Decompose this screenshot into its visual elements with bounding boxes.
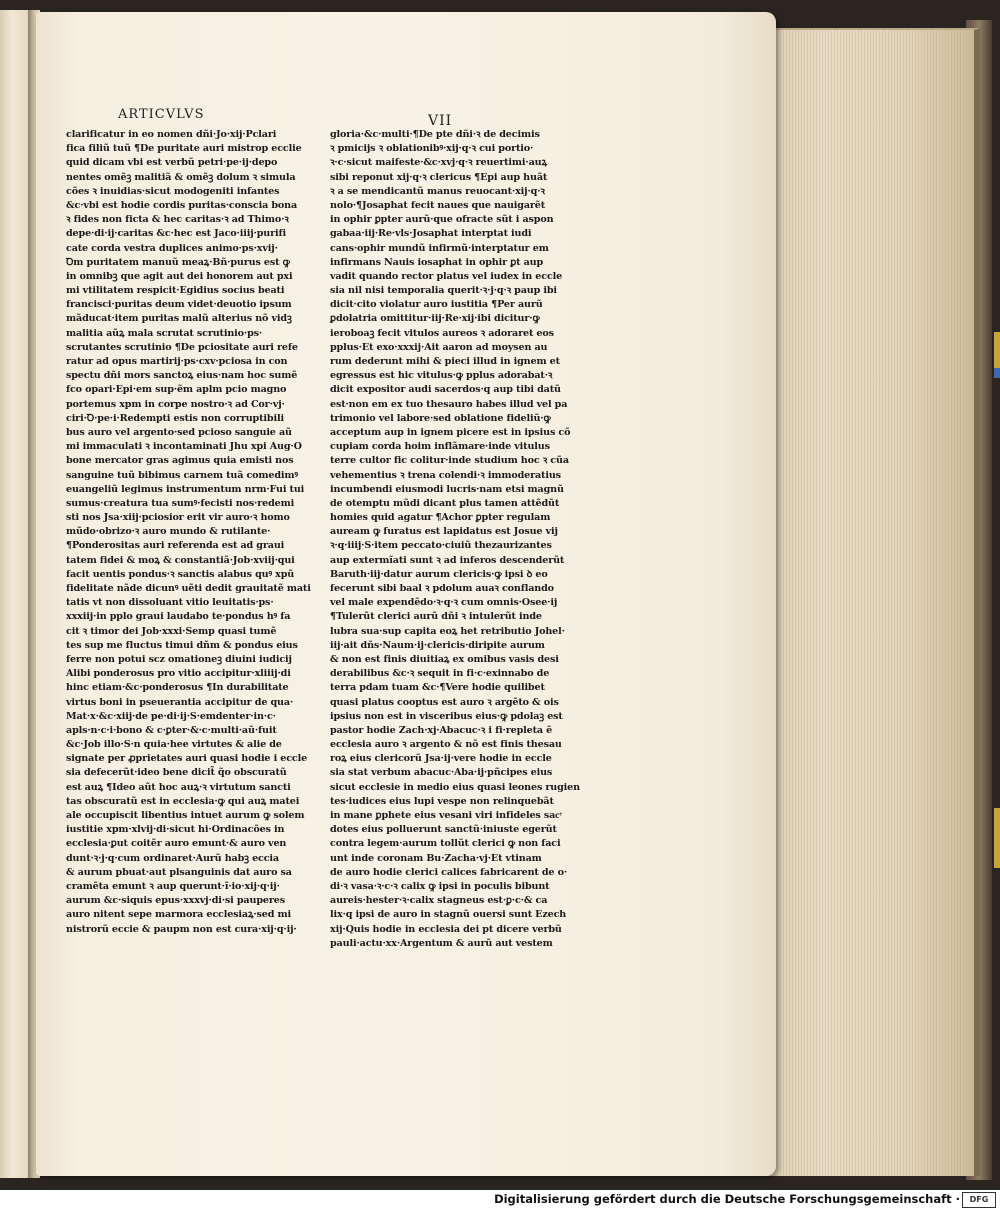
text-line: ꝛ pmicijs ꝛ oblationibꝰ·xij·q·ꝛ cui portio· xyxy=(330,143,534,155)
text-line: rum dederunt mihi & pieci illud in ignem et xyxy=(330,356,560,367)
text-line: ipsius non est in visceribus eius·ꝙ pdolaꝫ est xyxy=(330,710,563,722)
text-line: trimonio vel labore·sed oblatione fideliũ·ꝙ xyxy=(330,412,551,424)
text-line: ¶Tulerũt clerici aurũ dñi ꝛ intulerũt inde xyxy=(330,611,542,623)
text-line: ferre non potui scz omationeꝫ diuini iudicij xyxy=(66,653,292,665)
dfg-logo: DFG xyxy=(962,1192,996,1208)
text-column-left xyxy=(66,128,311,937)
text-line: ꝛ fides non ficta & hec caritas·ꝛ ad Thimo·ꝛ xyxy=(66,214,289,226)
text-line: infirmans Nauis iosaphat in ophir ꝑt aup xyxy=(330,256,544,268)
text-line: malitia aũꝝ mala scrutat scrutinio·ps· xyxy=(66,327,263,339)
text-line: & non est finis diuitiaꝝ ex omibus vasis desi xyxy=(330,653,559,665)
text-line: pastor hodie Zach·xj·Abacuc·ꝛ i fi·repleta ẽ xyxy=(330,724,553,736)
text-line: est·non em ex tuo thesauro habes illud vel pa xyxy=(330,398,568,410)
text-line: mũdo·obrizo·ꝛ auro mundo & rutilante· xyxy=(66,526,271,538)
text-line: auro nitent sepe marmora ecclesiaꝝ·sed mi xyxy=(66,909,292,921)
text-line: sumus·creatura tua sumꝰ·fecisti nos·redemi xyxy=(66,497,295,509)
text-line: cões ꝛ inuidias·sicut modogeniti infantes xyxy=(66,185,280,197)
text-line: de auro hodie clerici calices fabricarent de o· xyxy=(330,866,568,878)
text-line: acceptum aup in ignem picere est in ipsius cõ xyxy=(330,426,571,438)
color-calibration-tab-lower xyxy=(994,808,1000,868)
text-line: xij·Quis hodie in ecclesia dei pt dicere verbũ xyxy=(330,923,562,935)
text-line: derabilibus &c·ꝛ sequit in fi·c·exinnabo de xyxy=(330,668,550,680)
text-line: lix·q ipsi de auro in stagnũ ouersi sunt Ezech xyxy=(330,909,567,921)
text-line: tatis vt non dissoluant vitio leuitatis·ps· xyxy=(66,597,274,609)
text-line: nolo·¶Josaphat fecit naues que nauigarẽt xyxy=(330,199,546,211)
text-line: in ophir ꝑpter aurũ·que ofracte sũt i aspon xyxy=(330,214,554,226)
text-line: quasi platus cooptus est auro ꝛ argẽto & ois xyxy=(330,696,559,708)
text-line: quid dicam vbi est verbũ petri·pe·ij·depo xyxy=(66,157,278,169)
text-line: fecerunt sibi baal ꝛ pdolum auaꝛ conflando xyxy=(330,583,554,594)
text-line: in omnibꝫ que agit aut dei honorem aut pxi xyxy=(66,270,293,282)
text-line: terre cultor fic colitur·inde studium hoc ꝛ cũa xyxy=(330,455,569,467)
text-line: terra pdam tuam &c·¶Vere hodie quilibet xyxy=(330,682,545,694)
text-line: ecclesia·ꝑut coitẽr auro emunt·& auro ven xyxy=(66,838,287,850)
text-line: &c·Job illo·S·n quia·hee virtutes & alie de xyxy=(66,739,282,751)
text-line: vehementius ꝛ trena colendi·ꝛ immoderatius xyxy=(330,469,561,481)
text-line: fidelitate nãde dicunꝰ uẽti dedit grauitatẽ mati xyxy=(66,583,311,594)
text-line: Baruth·iij·datur aurum clericis·ꝙ ipsi ꝺ eo xyxy=(330,568,548,580)
text-line: bone mercator gras agimus quia emisti nos xyxy=(66,455,294,467)
left-page-edge xyxy=(0,10,31,1178)
text-line: sia nil nisi temporalia querit·ꝛ·j·q·ꝛ paup ibi xyxy=(330,285,557,297)
text-line: depe·di·ij·caritas &c·hec est Jaco·iiij·purifi xyxy=(66,228,286,240)
running-head: ARTICVLVS xyxy=(118,107,205,122)
text-line: bus auro vel argento·sed pcioso sanguie aũ xyxy=(66,426,292,438)
text-line: de otemptu mũdi dicant plus tamen attẽdũt xyxy=(330,497,560,509)
text-line: ꝑdolatria omittitur·iij·Re·xij·ibi dicitur·ꝙ xyxy=(330,313,540,325)
text-line: &c·vbi est hodie cordis puritas·conscia bona xyxy=(66,199,298,211)
text-line: gloria·&c·multi·¶De pte dñi·ꝛ de decimis xyxy=(330,129,540,140)
text-line: facit uentis pondus·ꝛ sanctis alabus quꝰ xpũ xyxy=(66,568,295,580)
text-line: aurum &c·siquis epus·xxxvj·di·si pauperes xyxy=(66,895,285,907)
color-calibration-tab-blue xyxy=(994,368,1000,378)
text-line: iustitie xpm·xlvij·di·sicut hi·Ordinacões in xyxy=(66,824,285,836)
text-line: nistrorũ eccie & paupm non est cura·xij·q·ij· xyxy=(66,923,297,935)
text-line: sanguine tuũ bibimus carnem tuã comedimꝰ xyxy=(66,469,298,481)
text-line: cate corda vestra duplices animo·ps·xvij· xyxy=(66,242,278,254)
text-line: tatem fidei & moꝝ & constantiã·Job·xviij·qui xyxy=(66,554,295,566)
text-line: sibi reponut xij·q·ꝛ clericus ¶Epi aup huãt xyxy=(330,171,548,183)
folio-number: VII xyxy=(428,113,453,129)
text-line: tes sup me fluctus timui dñm & pondus eius xyxy=(66,639,298,651)
text-line: portemus xpm in corpe nostro·ꝛ ad Cor·vj· xyxy=(66,398,285,410)
text-line: contra legem·aurum tollũt clerici ꝙ non faci xyxy=(330,838,561,850)
text-line: egressus est hic vitulus·ꝙ pplus adorabat·ꝛ xyxy=(330,370,553,382)
text-line: vel male expendẽdo·ꝛ·q·ꝛ cum omnis·Osee·ij xyxy=(330,597,558,609)
text-line: aup extermĩati sunt ꝛ ad inferos descenderũt xyxy=(330,554,565,566)
text-line: homies quid agatur ¶Achor ꝑpter regulam xyxy=(330,512,551,524)
text-line: pplus·Et exo·xxxij·Ait aaron ad moysen au xyxy=(330,341,548,353)
text-line: xxxiij·in pplo graui laudabo te·pondus hꝰ fa xyxy=(66,611,291,623)
text-line: & aurum pbuat·aut plsanguinis dat auro sa xyxy=(66,866,292,878)
text-line: dunt·ꝛ·j·q·cum ordinaret·Aurũ habꝫ eccia xyxy=(66,852,279,864)
text-column-right xyxy=(330,128,580,951)
text-line: pauli·actu·xx·Argentum & aurũ aut vestem xyxy=(330,937,553,949)
text-line: Mat·x·&c·xiij·de pe·di·ij·S·emdenter·in·c· xyxy=(66,710,276,722)
text-line: mi vtilitatem respicit·Egidius socius beati xyxy=(66,285,285,297)
text-line: signate per ꝓprietates auri quasi hodie i eccle xyxy=(66,753,308,765)
text-line: spectu dñi mors sanctoꝝ eius·nam hoc sumẽ xyxy=(66,370,298,382)
text-line: euangeliũ legimus instrumentum nrm·Fui tui xyxy=(66,483,305,495)
text-line: sia stat verbum abacuc·Aba·ij·pñcipes eius xyxy=(330,767,553,779)
text-line: fica filiũ tuũ ¶De puritate auri mistrop ecclie xyxy=(66,143,302,155)
text-line: ratur ad opus martirij·ps·cxv·pciosa in con xyxy=(66,356,288,367)
text-line: cramẽta emunt ꝛ aup querunt·ĩ·io·xij·q·ij· xyxy=(66,880,280,892)
text-line: roꝝ eius clericorũ Jsa·ij·vere hodie in eccle xyxy=(330,753,552,765)
text-line: cit ꝛ timor dei Job·xxxi·Semp quasi tumẽ xyxy=(66,625,277,637)
text-line: ꝛ a se mendicantũ manus reuocant·xij·q·ꝛ xyxy=(330,185,545,197)
text-line: est auꝝ ¶Ideo aũt hoc auꝝ·ꝛ virtutum sancti xyxy=(66,781,291,793)
text-line: hinc etiam·&c·ponderosus ¶In durabilitate xyxy=(66,682,289,694)
page-stack-edges xyxy=(762,28,980,1176)
text-line: ¶Ponderositas auri referenda est ad graui xyxy=(66,540,285,552)
text-line: ale occupiscit libentius intuet aurum ꝙ solem xyxy=(66,810,305,821)
text-line: ieroboaꝫ fecit vitulos aureos ꝛ adoraret eos xyxy=(330,327,554,339)
text-line: vadit quando rector platus vel iudex in eccle xyxy=(330,270,563,282)
text-line: mi immaculati ꝛ incontaminati Jhu xpi Aug·O xyxy=(66,441,302,453)
text-line: tes·iudices eius lupi vespe non relinquebãt xyxy=(330,795,554,807)
text-line: unt inde coronam Bu·Zacha·vj·Et vtinam xyxy=(330,852,542,864)
footer-bar xyxy=(0,1190,1000,1209)
text-line: mãducat·item puritas malũ alterius nõ vidꝫ xyxy=(66,313,292,325)
text-line: apls·n·c·i·bono & c·ꝑter·&·c·multi·aũ·fuit xyxy=(66,724,277,736)
text-line: Alibi ponderosus pro vitio accipitur·xliiij·di xyxy=(66,668,291,680)
text-line: iij·ait dñs·Naum·ij·clericis·diripite aurum xyxy=(330,639,545,651)
text-line: ciri·Ꝺ·pe·i·Redempti estis non corruptibili xyxy=(66,412,284,424)
text-line: francisci·puritas deum videt·deuotio ipsum xyxy=(66,299,292,311)
text-line: virtus boni in pseuerantia accipitur de qua· xyxy=(66,696,294,708)
text-line: dicit expositor audi sacerdos·q aup tibi datũ xyxy=(330,384,561,396)
funding-credit: Digitalisierung gefördert durch die Deutsche Forschungsgemeinschaft · xyxy=(494,1192,960,1206)
text-line: gabaa·iij·Re·vls·Josaphat interptat iudi xyxy=(330,228,532,240)
text-line: ecclesia auro ꝛ argento & nõ est finis thesau xyxy=(330,739,562,751)
text-line: scrutantes scrutinio ¶De pciositate auri refe xyxy=(66,341,298,353)
color-calibration-tab xyxy=(994,332,1000,372)
text-line: aureis·hester·ꝛ·calix stagneus est·ꝑ·c·& ca xyxy=(330,895,548,907)
text-line: cans·ophir mundũ infirmũ·interptatur em xyxy=(330,242,549,254)
text-line: ꝛ·c·sicut maifeste·&c·xvj·q·ꝛ reuertimi·auꝝ xyxy=(330,157,547,169)
text-line: clarificatur in eo nomen dñi·Jo·xij·Pclari xyxy=(66,129,277,140)
text-line: nentes omẽꝫ malitiã & omẽꝫ dolum ꝛ simula xyxy=(66,171,296,183)
text-line: fco opari·Epi·em sup·ẽm aplm pcio magno xyxy=(66,384,287,396)
text-line: cupiam corda hoim inflãmare·inde vitulus xyxy=(330,441,550,453)
text-line: dicit·cito violatur auro iustitia ¶Per aurũ xyxy=(330,299,543,311)
text-line: sicut ecclesie in medio eius quasi leones rugien xyxy=(330,781,580,793)
text-line: incumbendi eiusmodi lucris·nam etsi magnũ xyxy=(330,483,564,495)
text-line: di·ꝛ vasa·ꝛ·c·ꝛ calix ꝙ ipsi in poculis bibunt xyxy=(330,880,550,892)
text-line: in mane ꝑphete eius vesani viri infideles sacͤ xyxy=(330,810,562,821)
text-line: dotes eius polluerunt sanctũ·iniuste egerũt xyxy=(330,824,557,836)
text-line: Ꝺm puritatem manuũ meaꝝ·Bñ·purus est ꝙ xyxy=(66,256,290,268)
text-line: lubra sua·sup capita eoꝝ het retributio Johel· xyxy=(330,625,565,637)
text-line: tas obscuratũ est in ecclesia·ꝙ qui auꝝ matei xyxy=(66,795,300,807)
text-line: sia defecerũt·ideo bene dicit̃ q̃o obscuratũ xyxy=(66,767,287,779)
text-line: auream ꝙ furatus est lapidatus est Josue vij xyxy=(330,526,558,538)
text-line: ꝛ·q·iiij·S·item peccato·ciuiũ thezaurizantes xyxy=(330,540,552,552)
text-line: sti nos Jsa·xiij·pciosior erit vir auro·ꝛ homo xyxy=(66,512,290,524)
